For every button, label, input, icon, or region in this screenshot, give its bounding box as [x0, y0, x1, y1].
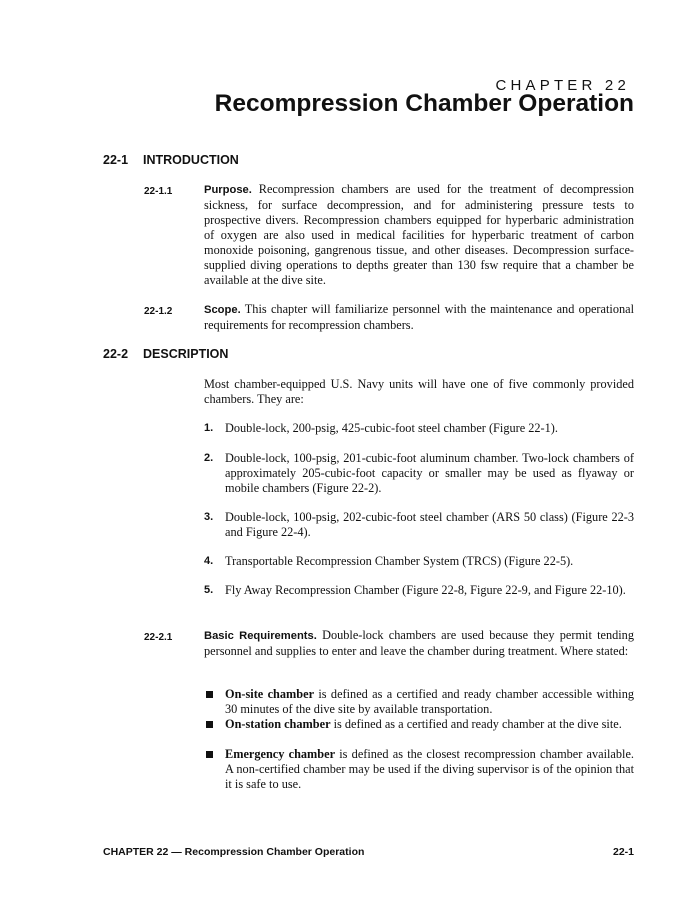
paragraph-lead-basic-requirements: Basic Requirements. — [204, 630, 317, 642]
list-item-text: Double-lock, 200-psig, 425-cubic-foot steel chamber (Figure 22-1). — [225, 421, 558, 435]
bullet-item — [204, 717, 634, 732]
paragraph-lead-purpose: Purpose. — [204, 184, 252, 196]
list-item-text: Transportable Recompression Chamber System (TRCS) (Figure 22-5). — [225, 554, 574, 568]
definition-text: is defined as a certified and ready chamber accessible withing 30 minutes of the dive site by available transportation. — [225, 687, 634, 716]
section-heading-description — [103, 347, 228, 361]
definition-term: On-station chamber — [225, 717, 331, 731]
paragraph-number-basic-requirements: 22-2.1 — [144, 632, 173, 643]
description-intro: Most chamber-equipped U.S. Navy units will have one of five commonly provided chambers. They are: — [204, 377, 634, 406]
paragraph-purpose — [204, 182, 634, 288]
footer-chapter-title: CHAPTER 22 — Recompression Chamber Operation — [103, 846, 365, 858]
list-item-text: Fly Away Recompression Chamber (Figure 22-8, Figure 22-9, and Figure 22-10). — [225, 583, 626, 597]
square-bullet-icon — [206, 751, 213, 758]
list-item — [204, 583, 634, 598]
definition-text: is defined as a certified and ready chamber at the dive site. — [330, 717, 622, 731]
section-heading-introduction — [103, 153, 239, 167]
paragraph-basic-requirements — [204, 628, 634, 659]
footer-page-number: 22-1 — [612, 846, 634, 858]
square-bullet-icon — [206, 691, 213, 698]
list-item — [204, 510, 634, 540]
paragraph-number-scope: 22-1.2 — [144, 306, 173, 317]
list-item — [204, 451, 634, 496]
list-item-text: Double-lock, 100-psig, 201-cubic-foot aluminum chamber. Two-lock chambers of approximately 205-cubic-foot capacity or smaller may be used as flyaway or mobile chambers (Figure 22-2). — [225, 451, 634, 495]
paragraph-text-purpose: Recompression chambers are used for the treatment of decompression sickness, for surface decompression, and for administering pressure tests to prospective divers. Recompression chambers equipped for hyperbaric administration of oxygen are also used in medical facilities for hyperbaric treatment of carbon monoxide poisoning, gangrenous tissue, and other diseases. Decompression surface-supplied diving operations to depths greater than 130 fsw require that a chamber be available at the dive site. — [204, 182, 634, 287]
paragraph-text-scope: This chapter will familiarize personnel with the maintenance and operational requirements for recompression chambers. — [204, 302, 634, 332]
section-number: 22-2 — [103, 347, 129, 361]
paragraph-lead-scope: Scope. — [204, 304, 241, 316]
definition-term: On-site chamber — [225, 687, 315, 701]
paragraph-text-basic-requirements: Double-lock chambers are used because they permit tending personnel and supplies to enter and leave the chamber during treatment. Where stated: — [204, 628, 634, 658]
definition-text: is defined as the closest recompression chamber available. A non-certified chamber may be used if the diving supervisor is of the opinion that it is safe to use. — [225, 747, 634, 791]
list-item-number: 3. — [204, 511, 214, 523]
paragraph-number-purpose: 22-1.1 — [144, 186, 173, 197]
list-item-number: 2. — [204, 452, 214, 464]
paragraph-scope — [204, 302, 634, 333]
list-item — [204, 421, 634, 436]
section-title: DESCRIPTION — [143, 347, 229, 361]
list-item-number: 4. — [204, 555, 214, 567]
square-bullet-icon — [206, 721, 213, 728]
list-item-text: Double-lock, 100-psig, 202-cubic-foot steel chamber (ARS 50 class) (Figure 22-3 and Figure 22-4). — [225, 510, 634, 539]
definition-term: Emergency chamber — [225, 747, 336, 761]
list-item-number: 1. — [204, 422, 214, 434]
chapter-label: CHAPTER 22 — [495, 77, 630, 94]
list-item — [204, 554, 634, 569]
bullet-item — [204, 687, 634, 717]
section-title: INTRODUCTION — [143, 153, 239, 167]
bullet-item — [204, 747, 634, 792]
list-item-number: 5. — [204, 584, 214, 596]
section-number: 22-1 — [103, 153, 129, 167]
chapter-title: Recompression Chamber Operation — [214, 90, 634, 117]
